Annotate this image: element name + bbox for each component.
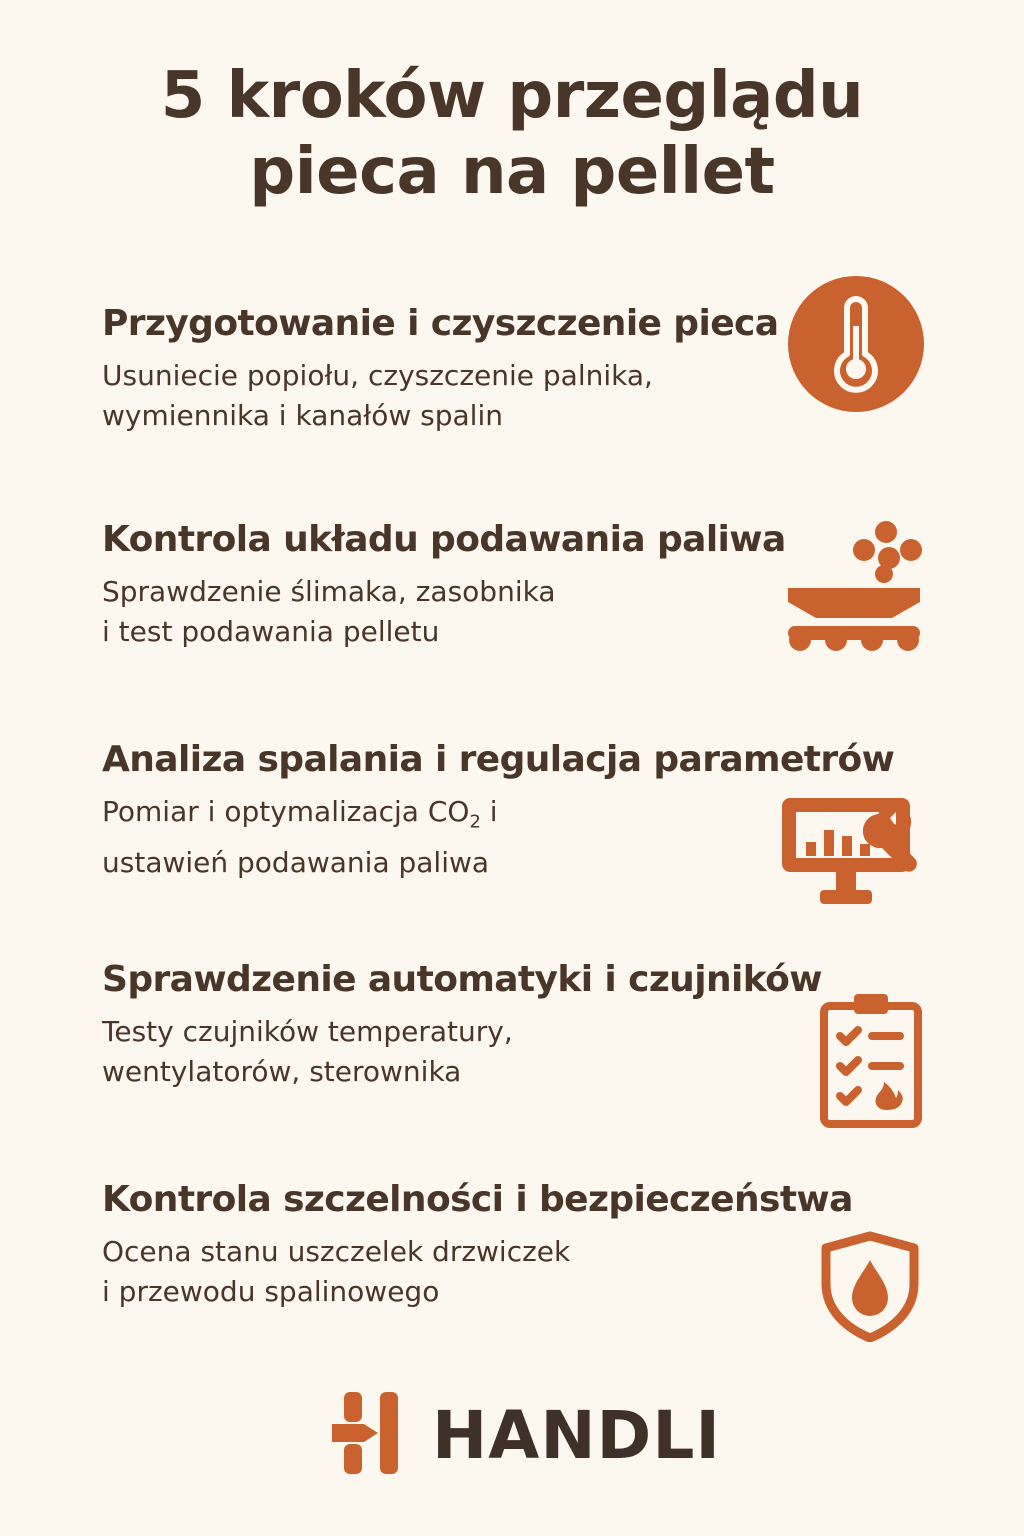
shield-drop-icon (818, 1230, 922, 1342)
clipboard-checklist-icon (818, 990, 924, 1130)
step-2-description: Sprawdzenie ślimaka, zasobnika i test podawania pelletu (102, 575, 556, 648)
step-3-desc-subscript: 2 (469, 811, 481, 833)
step-5-heading: Kontrola szczelności i bezpieczeństwa (102, 1179, 853, 1220)
monitor-wrench-icon (782, 792, 928, 912)
step-3-desc-line2: ustawień podawania paliwa (102, 845, 490, 879)
step-4-heading: Sprawdzenie automatyki i czujników (102, 959, 822, 1000)
step-1-heading: Przygotowanie i czyszczenie pieca (102, 303, 779, 344)
title-line-1: 5 kroków przeglądu (160, 59, 864, 133)
pellet-feeder-icon (784, 518, 924, 658)
step-5-description: Ocena stanu uszczelek drzwiczek i przewodu spalinowego (102, 1235, 571, 1308)
step-1-description: Usuniecie popiołu, czyszczenie palnika, wymiennika i kanałów spalin (102, 359, 653, 432)
page-title (0, 58, 1024, 210)
step-3-desc-suffix: i (480, 795, 498, 828)
step-4-description: Testy czujników temperatury, wentylatorów, sterownika (102, 1015, 513, 1088)
title-line-2: pieca na pellet (249, 135, 775, 209)
thermometer-icon (786, 274, 926, 414)
step-3-heading: Analiza spalania i regulacja parametrów (102, 739, 895, 780)
handli-logo-icon (330, 1388, 420, 1478)
brand-name: HANDLI (432, 1397, 721, 1474)
step-3-desc-prefix: Pomiar i optymalizacja CO (102, 795, 470, 828)
step-2-heading: Kontrola układu podawania paliwa (102, 519, 786, 560)
